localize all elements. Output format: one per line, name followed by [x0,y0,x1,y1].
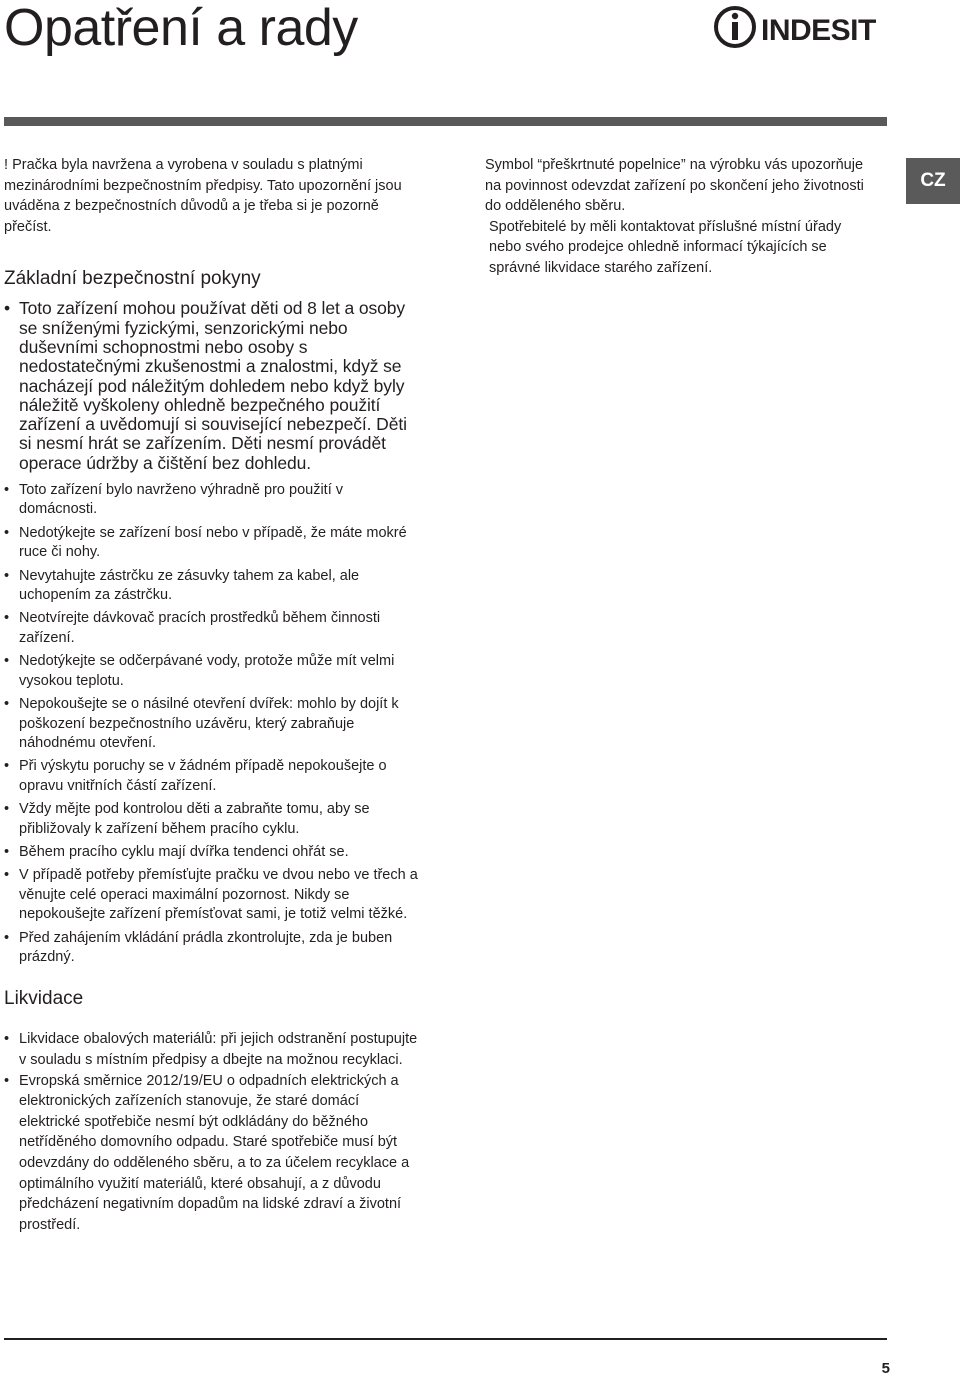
list-item: • Toto zařízení bylo navrženo výhradně pro použití v domácnosti. [4,482,344,518]
language-badge: CZ [906,158,960,204]
intro-text: Pračka byla navržena a vyrobena v souladu s platnými mezinárodními bezpečnostním předpisy. Tato upozornění jsou uváděna z bezpečnostních důvodů a je třeba si je pozorně přečíst. [4,157,402,235]
list-item: • Evropská směrnice 2012/19/EU o odpadních elektrických a elektronických zařízeních stanovuje, že staré domácí elektrické spotřebiče nesmí být odkládány do běžného netříděného domovního odpadu. Staré spotřebiče musí být odevzdány do odděleného sběru, a to za účelem recyklace a optimálního využití materiálů, které obsahují, a z důvodu předcházení negativním dopadům na lidské zdraví a životní prostředí. [4,1072,410,1233]
logo-dot [732,13,738,19]
list-item: • Likvidace obalových materiálů: při jejich odstranění postupujte v souladu s místním předpisy a dbejte na možnou recyklaci. [4,1031,418,1068]
left-column [4,155,424,1235]
list-item: • Před zahájením vkládání prádla zkontrolujte, zda je buben prázdný. [4,929,393,965]
list-item: • Nedotýkejte se odčerpávané vody, protože může mít velmi vysokou teplotu. [4,653,395,689]
page-title: Opatření a rady [4,0,358,57]
footer-rule [4,1338,887,1340]
list-item: • Při výskytu poruchy se v žádném případě nepokoušejte o opravu vnitřních částí zařízení. [4,758,387,794]
list-item: • Nedotýkejte se zařízení bosí nebo v případě, že máte mokré ruce či nohy. [4,524,407,561]
indesit-logo [713,4,889,50]
list-item: • Vždy mějte pod kontrolou děti a zabraňte tomu, aby se přibližovaly k zařízení během pracího cyklu. [4,801,370,837]
list-item: • Během pracího cyklu mají dvířka tendenci ohřát se. [4,843,349,860]
brand-wordmark: INDESIT [761,14,876,47]
weee-symbol-paragraph: Symbol “přeškrtnuté popelnice” na výrobku vás upozorňuje na povinnost odevzdat zařízení po skončení jeho životnosti do odděleného sběru. [485,157,864,215]
list-item: • Nevytahujte zástrčku ze zásuvky tahem za kabel, ale uchopením za zástrčku. [4,567,360,604]
disposal-heading: Likvidace [4,988,84,1010]
intro-paragraph [4,155,424,237]
safety-list [4,299,424,473]
header-rule [4,117,887,126]
list-item: • Nepokoušejte se o násilné otevření dvířek: mohlo by dojít k poškození bezpečnostního uzávěru, který zabraňuje náhodnému otevření. [4,696,399,751]
consumer-info-paragraph: Spotřebitelé by měli kontaktovat příslušné místní úřady nebo svého prodejce ohledně informací týkajících se správné likvidace starého zařízení. [489,218,842,276]
list-item: • Neotvírejte dávkovač pracích prostředků během činnosti zařízení. [4,610,381,646]
safety-list-small [4,481,424,967]
disposal-list [4,1029,424,1235]
list-item: • Toto zařízení mohou používat děti od 8 let a osoby se sníženými fyzickými, senzorickými nebo duševními schopnostmi nebo osoby s nedostatečnými zkušenostmi a znalostmi, když se nacházejí pod náležitým dohledem nebo když byly náležitě vyškoleny ohledně bezpečného použití zařízení a uvědomují si související nebezpečí. Děti si nesmí hrát se zařízením. Děti nesmí provádět operace údržby a čištění bez dohledu. [4,298,407,473]
list-item: • V případě potřeby přemísťujte pračku ve dvou nebo ve třech a věnujte celé operaci maximální pozornost. Nikdy se nepokoušejte zařízení přemísťovat sami, je totiž velmi těžké. [4,867,418,923]
warning-mark: ! [4,157,9,173]
page-number: 5 [881,1360,890,1377]
right-column [485,155,875,279]
logo-stem [732,22,738,40]
safety-heading: Základní bezpečnostní pokyny [4,268,261,290]
